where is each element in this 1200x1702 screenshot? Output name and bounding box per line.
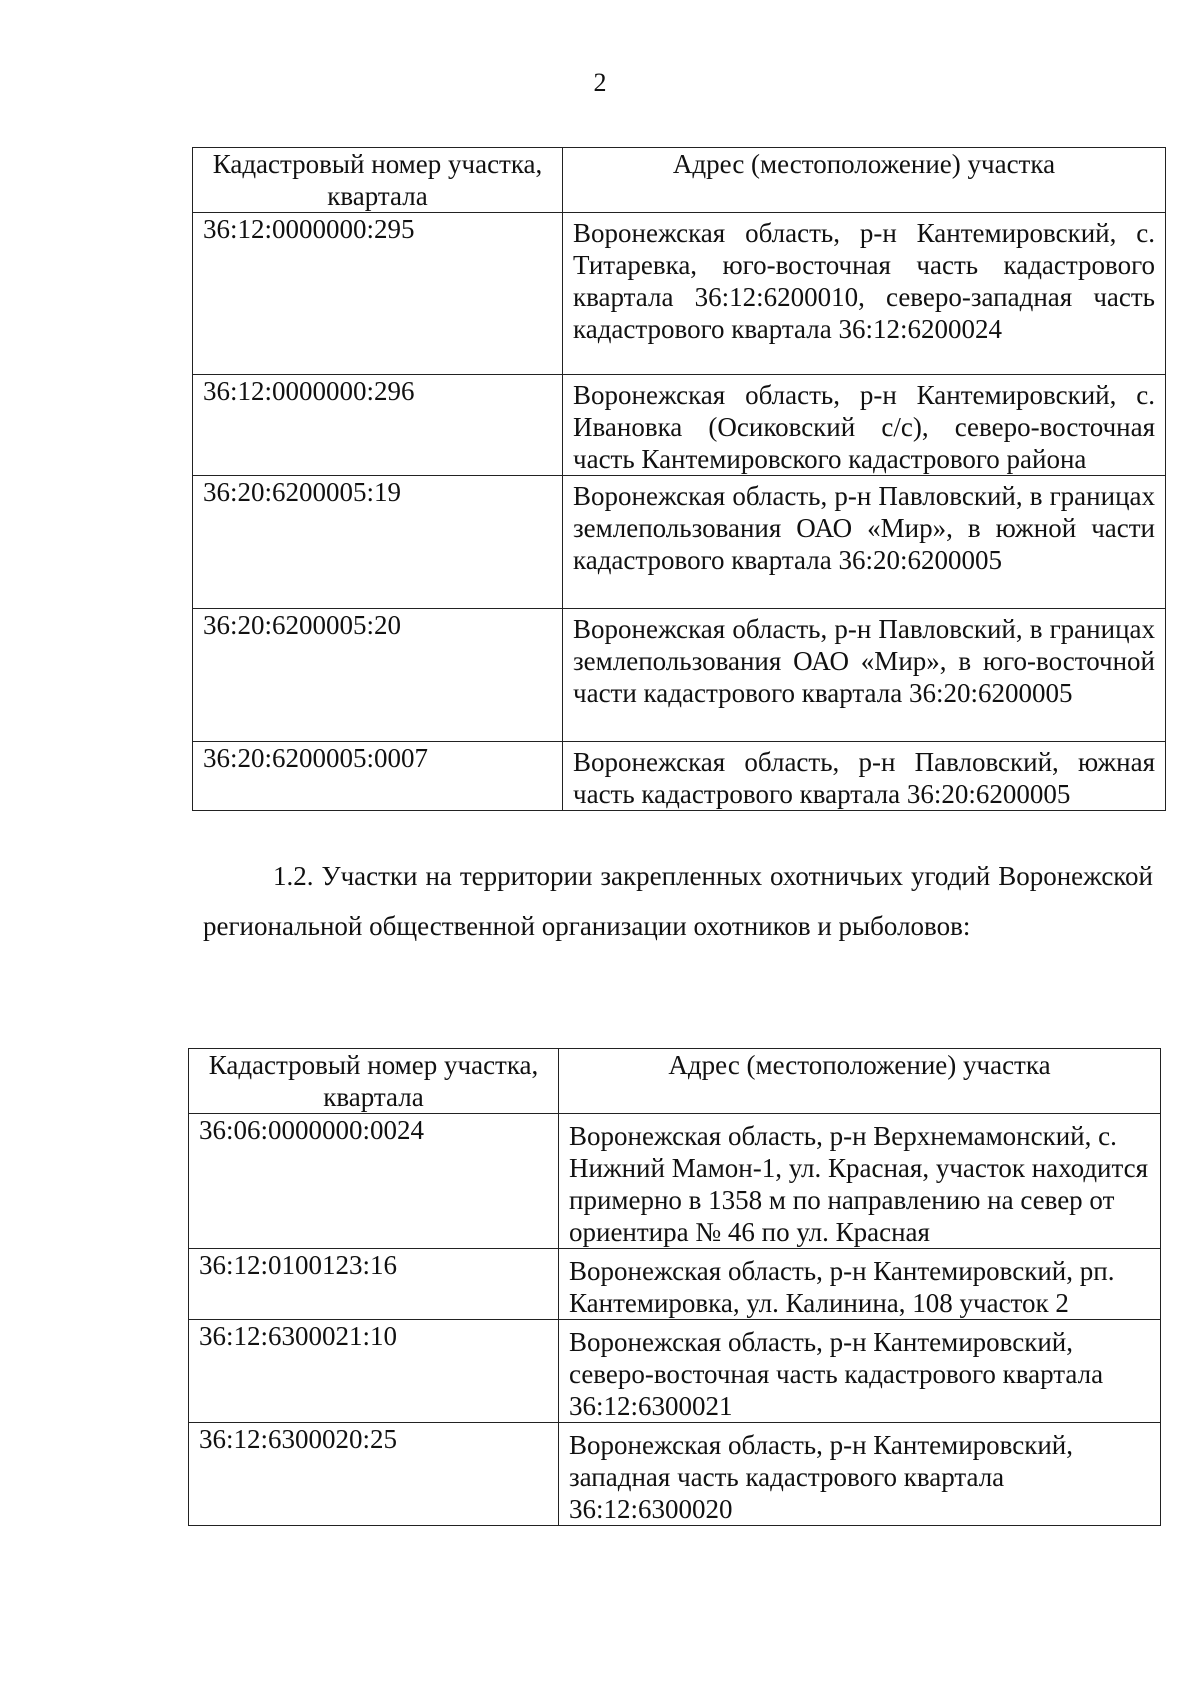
page-number: 2 (593, 68, 607, 97)
address-cell: Воронежская область, р-н Павловский, в границах землепользования ОАО «Мир», в юго-восточной части кадастрового квартала 36:20:6200005 (563, 609, 1166, 742)
table-row (189, 1249, 1161, 1320)
table-row (189, 1423, 1161, 1526)
table-row (189, 1320, 1161, 1423)
table-row (193, 476, 1166, 609)
address-cell: Воронежская область, р-н Верхнемамонский, с. Нижний Мамон-1, ул. Красная, участок находится примерно в 1358 м по направлению на север от ориентира № 46 по ул. Красная (559, 1114, 1161, 1249)
address-cell: Воронежская область, р-н Кантемировский, западная часть кадастрового квартала 36:12:6300020 (559, 1423, 1161, 1526)
cadastral-number-cell: 36:20:6200005:0007 (193, 742, 563, 811)
cadastral-table-1 (192, 147, 1166, 811)
table-row (193, 375, 1166, 476)
section-1-2-paragraph: 1.2. Участки на территории закрепленных охотничьих угодий Воронежской региональной общественной организации охотников и рыболовов: (203, 861, 1153, 941)
cadastral-number-cell: 36:06:0000000:0024 (189, 1114, 559, 1249)
address-cell: Воронежская область, р-н Павловский, в границах землепользования ОАО «Мир», в южной части кадастрового квартала 36:20:6200005 (563, 476, 1166, 609)
cadastral-number-cell: 36:12:6300020:25 (189, 1423, 559, 1526)
cadastral-table-2 (188, 1048, 1161, 1526)
header-cadastral-number: Кадастровый номер участка, квартала (189, 1049, 559, 1114)
cadastral-number-cell: 36:20:6200005:20 (193, 609, 563, 742)
header-cadastral-number: Кадастровый номер участка, квартала (193, 148, 563, 213)
address-cell: Воронежская область, р-н Кантемировский, северо-восточная часть кадастрового квартала 36:12:6300021 (559, 1320, 1161, 1423)
address-cell: Воронежская область, р-н Кантемировский, с. Ивановка (Осиковский с/с), северо-восточная часть Кантемировского кадастрового района (563, 375, 1166, 476)
table-row (189, 1114, 1161, 1249)
table-row (193, 213, 1166, 375)
cadastral-number-cell: 36:12:0000000:296 (193, 375, 563, 476)
cadastral-number-cell: 36:12:0000000:295 (193, 213, 563, 375)
header-address: Адрес (местоположение) участка (559, 1049, 1161, 1114)
address-cell: Воронежская область, р-н Кантемировский, рп. Кантемировка, ул. Калинина, 108 участок 2 (559, 1249, 1161, 1320)
table-header-row (189, 1049, 1161, 1114)
table-row (193, 742, 1166, 811)
cadastral-number-cell: 36:20:6200005:19 (193, 476, 563, 609)
cadastral-number-cell: 36:12:0100123:16 (189, 1249, 559, 1320)
address-cell: Воронежская область, р-н Кантемировский, с. Титаревка, юго-восточная часть кадастрового квартала 36:12:6200010, северо-западная часть кадастрового квартала 36:12:6200024 (563, 213, 1166, 375)
table-row (193, 609, 1166, 742)
table-header-row (193, 148, 1166, 213)
header-address: Адрес (местоположение) участка (563, 148, 1166, 213)
cadastral-number-cell: 36:12:6300021:10 (189, 1320, 559, 1423)
address-cell: Воронежская область, р-н Павловский, южная часть кадастрового квартала 36:20:6200005 (563, 742, 1166, 811)
